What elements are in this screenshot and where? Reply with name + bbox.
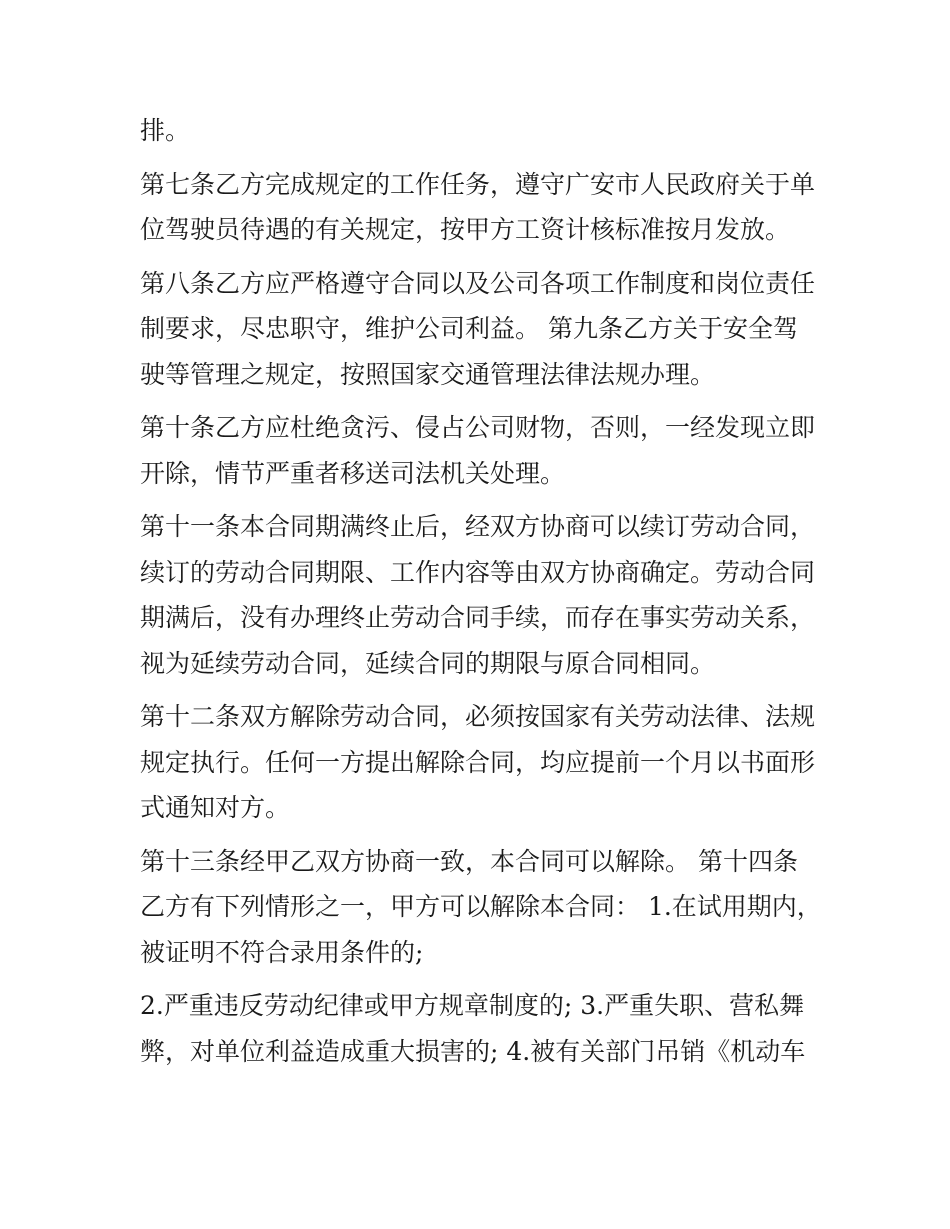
paragraph-article-8-9 [140,261,820,398]
paragraph-article-11 [140,504,820,686]
text-line: 2.严重违反劳动纪律或甲方规章制度的; 3.严重失职、营私舞 [140,991,805,1020]
text-line: 乙方有下列情形之一，甲方可以解除本合同： 1.在试用期内， [140,892,822,921]
text-line: 排。 [140,116,191,145]
text-line: 期满后，没有办理终止劳动合同手续，而存在事实劳动关系， [140,603,816,632]
text-line: 视为延续劳动合同，延续合同的期限与原合同相同。 [140,648,716,678]
paragraph-article-7 [140,162,820,253]
text-line: 被证明不符合录用条件的; [140,937,424,967]
paragraph-article-12 [140,694,820,831]
text-line: 续订的劳动合同期限、工作内容等由双方协商确定。劳动合同 [140,557,816,587]
paragraph-fragment [140,108,820,154]
text-line: 第十三条经甲乙双方协商一致，本合同可以解除。 第十四条 [140,846,798,876]
text-line: 位驾驶员待遇的有关规定，按甲方工资计核标准按月发放。 [140,215,791,244]
text-line: 规定执行。任何一方提出解除合同，均应提前一个月以书面形 [140,747,816,777]
text-line: 式通知对方。 [140,793,291,822]
paragraph-article-10 [140,405,820,496]
text-line: 弊，对单位利益造成重大损害的; 4.被有关部门吊销《机动车 [140,1036,806,1066]
text-line: 第十一条本合同期满终止后，经双方协商可以续订劳动合同， [140,512,816,541]
document-body [140,108,820,1082]
paragraph-article-13-14 [140,839,820,976]
text-line: 第十条乙方应杜绝贪污、侵占公司财物，否则，一经发现立即 [140,413,816,442]
text-line: 制要求，尽忠职守，维护公司利益。 第九条乙方关于安全驾 [140,314,798,343]
text-line: 驶等管理之规定，按照国家交通管理法律法规办理。 [140,359,716,389]
text-line: 第七条乙方完成规定的工作任务，遵守广安市人民政府关于单 [140,169,816,199]
text-line: 第八条乙方应严格遵守合同以及公司各项工作制度和岗位责任 [140,268,816,298]
paragraph-list-items [140,983,820,1074]
text-line: 第十二条双方解除劳动合同，必须按国家有关劳动法律、法规 [140,702,816,731]
text-line: 开除，情节严重者移送司法机关处理。 [140,458,566,488]
